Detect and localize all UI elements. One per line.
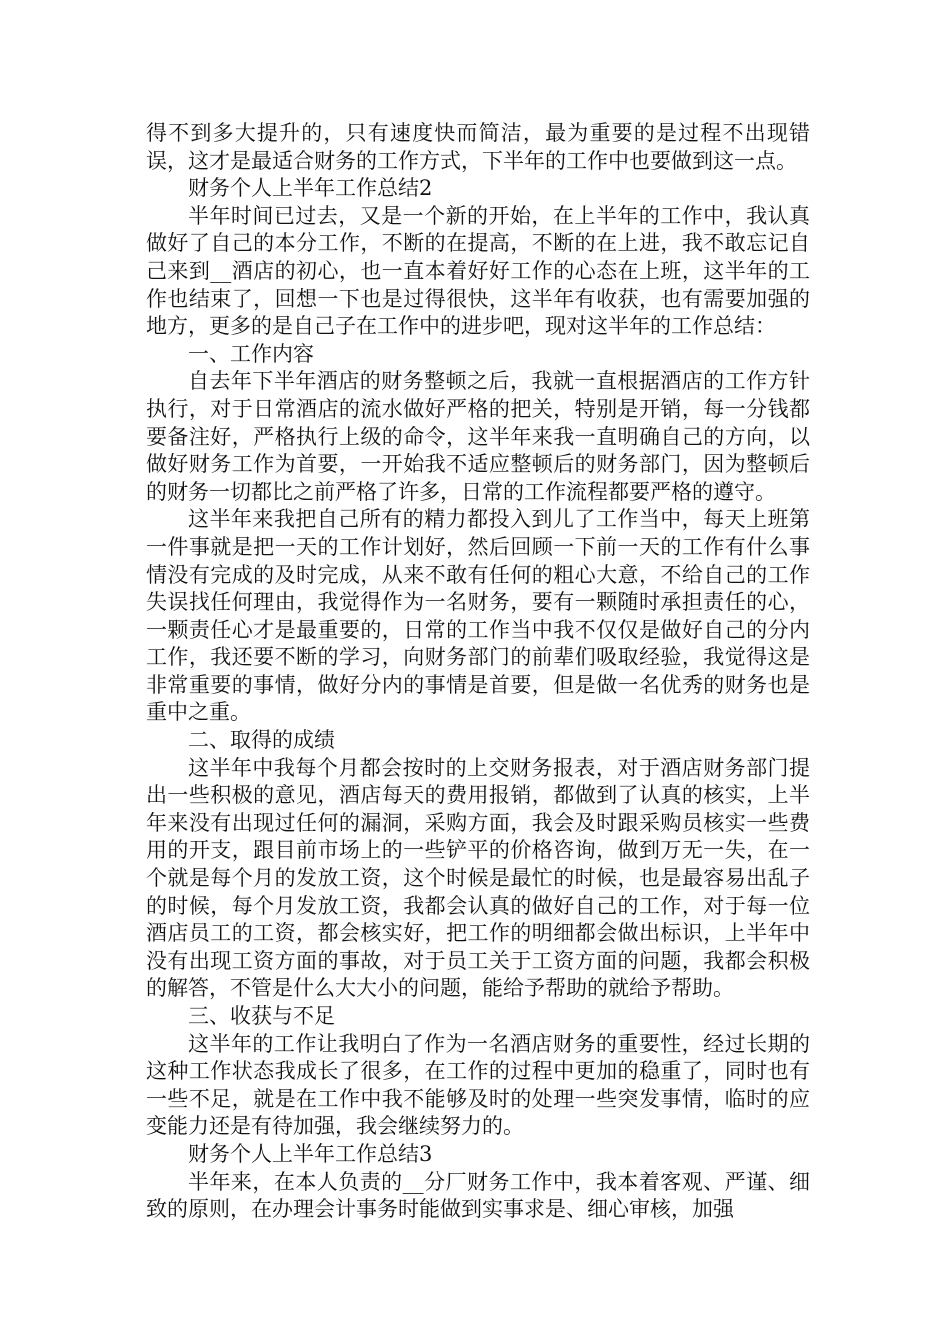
paragraph-work-content-1: 自去年下半年酒店的财务整顿之后，我就一直根据酒店的工作方针执行，对于日常酒店的流水做好严格的把关，特别是开销，每一分钱都要备注好，严格执行上级的命令，这半年来我一直明确自己的方向，以做好财务工作为首要，一开始我不适应整顿后的财务部门，因为整顿后的财务一切都比之前严格了许多，日常的工作流程都要严格的遵守。 — [146, 369, 810, 504]
paragraph-gains-shortcomings: 这半年的工作让我明白了作为一名酒店财务的重要性，经过长期的这种工作状态我成长了很多，在工作的过程中更加的稳重了，同时也有一些不足，就是在工作中我不能够及时的处理一些突发事情，临时的应变能力还是有待加强，我会继续努力的。 — [146, 1031, 810, 1139]
section-title-3: 财务个人上半年工作总结3 — [188, 1141, 433, 1166]
document-page — [146, 120, 810, 1224]
paragraph-achievements: 这半年中我每个月都会按时的上交财务报表，对于酒店财务部门提出一些积极的意见，酒店每天的费用报销，都做到了认真的核实，上半年来没有出现过任何的漏洞，采购方面，我会及时跟采购员核实一些费用的开支，跟目前市场上的一些铲平的价格咨询，做到万无一失，在一个就是每个月的发放工资，这个时候是最忙的时候，也是最容易出乱子的时候，每个月发放工资，我都会认真的做好自己的工作，对于每一位酒店员工的工资，都会核实好，把工作的明细都会做出标识，上半年中没有出现工资方面的事故，对于员工关于工资方面的问题，我都会积极的解答，不管是什么大大小的问题，能给予帮助的就给予帮助。 — [146, 755, 810, 1001]
section-title-2: 财务个人上半年工作总结2 — [188, 176, 433, 201]
paragraph-work-content-2: 这半年来我把自己所有的精力都投入到儿了工作当中，每天上班第一件事就是把一天的工作计划好，然后回顾一下前一天的工作有什么事情没有完成的及时完成，从来不敢有任何的粗心大意，不给自己的工作失误找任何理由，我觉得作为一名财务，要有一颗随时承担责任的心，一颗责任心才是最重要的，日常的工作当中我不仅仅是做好自己的分内工作，我还要不断的学习，向财务部门的前辈们吸取经验，我觉得这是非常重要的事情，做好分内的事情是首要，但是做一名优秀的财务也是重中之重。 — [146, 507, 810, 725]
heading-work-content: 一、工作内容 — [188, 341, 314, 366]
heading-achievements: 二、取得的成绩 — [188, 728, 335, 753]
paragraph-summary-3: 半年来，在本人负责的__分厂财务工作中，我本着客观、严谨、细致的原则，在办理会计事务时能做到实事求是、细心审核，加强 — [146, 1169, 810, 1222]
heading-gains-shortcomings: 三、收获与不足 — [188, 1004, 335, 1028]
paragraph-continuation: 得不到多大提升的，只有速度快而简洁，最为重要的是过程不出现错误，这才是最适合财务的工作方式，下半年的工作中也要做到这一点。 — [146, 121, 810, 173]
paragraph-intro: 半年时间已过去，又是一个新的开始，在上半年的工作中，我认真做好了自己的本分工作，不断的在提高，不断的在上进，我不敢忘记自己来到__酒店的初心，也一直本着好好工作的心态在上班，这半年的工作也结束了，回想一下也是过得很快，这半年有收获，也有需要加强的地方，更多的是自己子在工作中的进步吧，现对这半年的工作总结： — [146, 203, 810, 339]
